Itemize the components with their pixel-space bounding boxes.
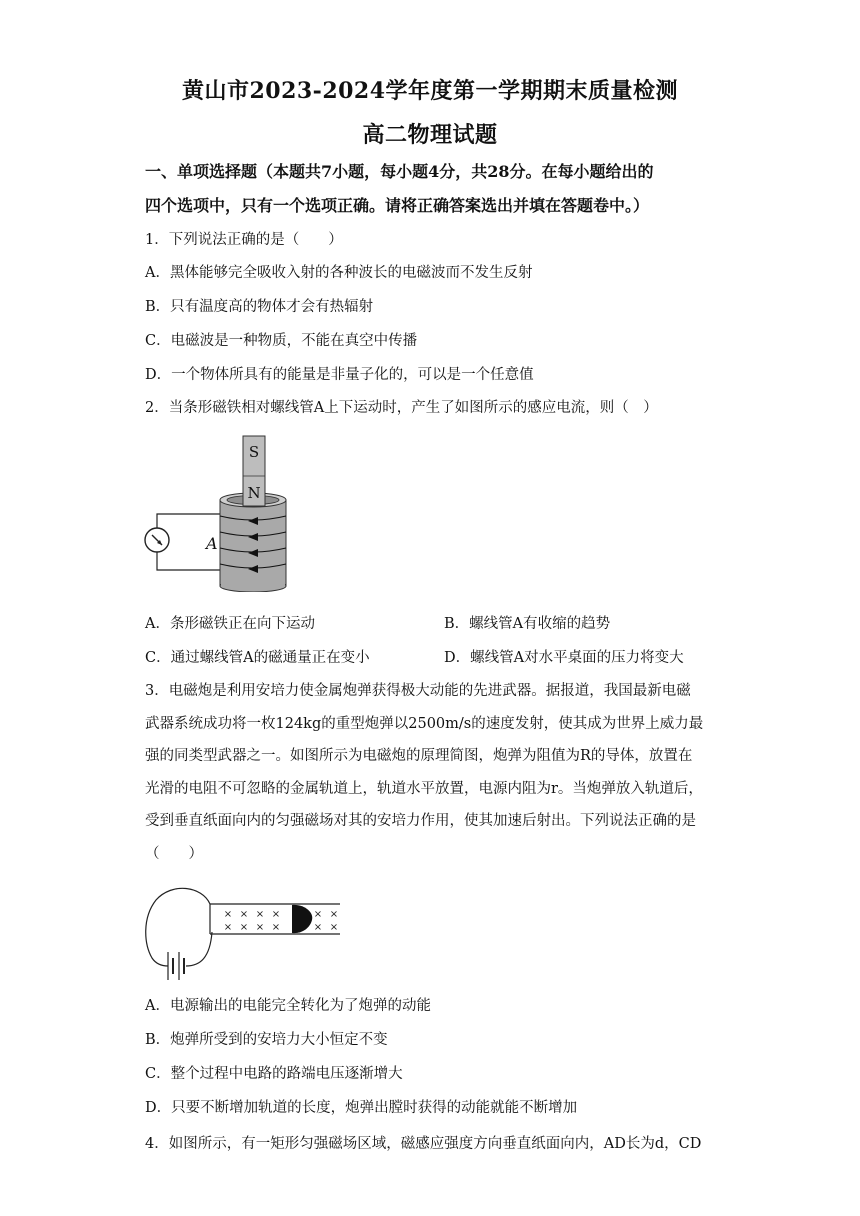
galvanometer-icon bbox=[145, 528, 169, 552]
svg-text:×: × bbox=[313, 909, 323, 920]
circuit-wire-bottom bbox=[157, 552, 220, 570]
svg-text:×: × bbox=[255, 909, 265, 920]
magnet-n-label: N bbox=[247, 484, 261, 502]
q3-option-d: D．只要不断增加轨道的长度，炮弹出膛时获得的动能就能不断增加 bbox=[145, 1100, 578, 1116]
q3-option-a: A．电源输出的电能完全转化为了炮弹的动能 bbox=[145, 998, 431, 1014]
q2-stem: 2．当条形磁铁相对螺线管A上下运动时，产生了如图所示的感应电流，则（ ） bbox=[145, 400, 658, 416]
circuit-wire-top bbox=[157, 514, 220, 528]
q3-stem-line: 受到垂直纸面向内的匀强磁场对其的安培力作用，使其加速后射出。下列说法正确的是 bbox=[145, 813, 696, 829]
q4-stem: 4．如图所示，有一矩形匀强磁场区域，磁感应强度方向垂直纸面向内，AD长为d，CD bbox=[145, 1136, 702, 1152]
q2-option-c: C．通过螺线管A的磁通量正在变小 bbox=[145, 650, 370, 666]
section-heading-line1: 一、单项选择题（本题共7小题，每小题4分，共28分。在每小题给出的 bbox=[145, 162, 654, 181]
q1-option-a: A．黑体能够完全吸收入射的各种波长的电磁波而不发生反射 bbox=[145, 265, 533, 281]
svg-text:×: × bbox=[329, 909, 339, 920]
q1-option-c: C．电磁波是一种物质，不能在真空中传播 bbox=[145, 333, 418, 349]
q3-stem-line: 武器系统成功将一枚124kg的重型炮弹以2500m/s的速度发射，使其成为世界上威力最 bbox=[145, 715, 704, 732]
q3-stem-line: 3．电磁炮是利用安培力使金属炮弹获得极大动能的先进武器。据报道，我国最新电磁 bbox=[145, 683, 691, 699]
q2-option-b: B．螺线管A有收缩的趋势 bbox=[444, 616, 611, 632]
battery-icon bbox=[168, 952, 184, 980]
svg-text:×: × bbox=[313, 922, 323, 933]
svg-text:×: × bbox=[271, 909, 281, 920]
q1-option-b: B．只有温度高的物体才会有热辐射 bbox=[145, 299, 374, 315]
magnet-s-label: S bbox=[248, 443, 260, 461]
q3-stem bbox=[145, 675, 717, 870]
solenoid-coil bbox=[220, 493, 286, 592]
coil-a-label: A bbox=[206, 534, 218, 553]
exam-subtitle: 高二物理试题 bbox=[362, 122, 498, 148]
svg-text:×: × bbox=[223, 922, 233, 933]
q3-stem-line: 强的同类型武器之一。如图所示为电磁炮的原理简图，炮弹为阻值为R的导体，放置在 bbox=[145, 748, 693, 764]
bar-magnet bbox=[243, 436, 265, 506]
svg-text:×: × bbox=[223, 909, 233, 920]
exam-title: 黄山市2023-2024学年度第一学期期末质量检测 bbox=[181, 78, 679, 104]
projectile bbox=[292, 905, 312, 933]
q3-stem-line: （ ） bbox=[145, 845, 203, 862]
circuit-loop-wire bbox=[146, 888, 210, 966]
railgun-figure bbox=[142, 882, 346, 980]
q3-option-b: B．炮弹所受到的安培力大小恒定不变 bbox=[145, 1032, 388, 1048]
svg-text:×: × bbox=[239, 909, 249, 920]
section-heading-line2: 四个选项中，只有一个选项正确。请将正确答案选出并填在答题卷中。） bbox=[145, 196, 650, 215]
q3-stem-line: 光滑的电阻不可忽略的金属轨道上，轨道水平放置，电源内阻为r。当炮弹放入轨道后， bbox=[145, 780, 703, 797]
svg-text:×: × bbox=[255, 922, 265, 933]
q2-option-d: D．螺线管A对水平桌面的压力将变大 bbox=[444, 650, 684, 666]
svg-text:×: × bbox=[329, 922, 339, 933]
q3-option-c: C．整个过程中电路的路端电压逐渐增大 bbox=[145, 1066, 403, 1082]
q1-option-d: D．一个物体所具有的能量是非量子化的，可以是一个任意值 bbox=[145, 367, 534, 383]
svg-text:×: × bbox=[271, 922, 281, 933]
svg-text:×: × bbox=[239, 922, 249, 933]
solenoid-magnet-figure bbox=[140, 432, 300, 592]
q1-stem: 1．下列说法正确的是（ ） bbox=[145, 232, 343, 248]
q2-option-a: A．条形磁铁正在向下运动 bbox=[145, 616, 315, 632]
magnetic-field-marks bbox=[224, 909, 338, 933]
circuit-loop-wire-2 bbox=[186, 932, 212, 966]
